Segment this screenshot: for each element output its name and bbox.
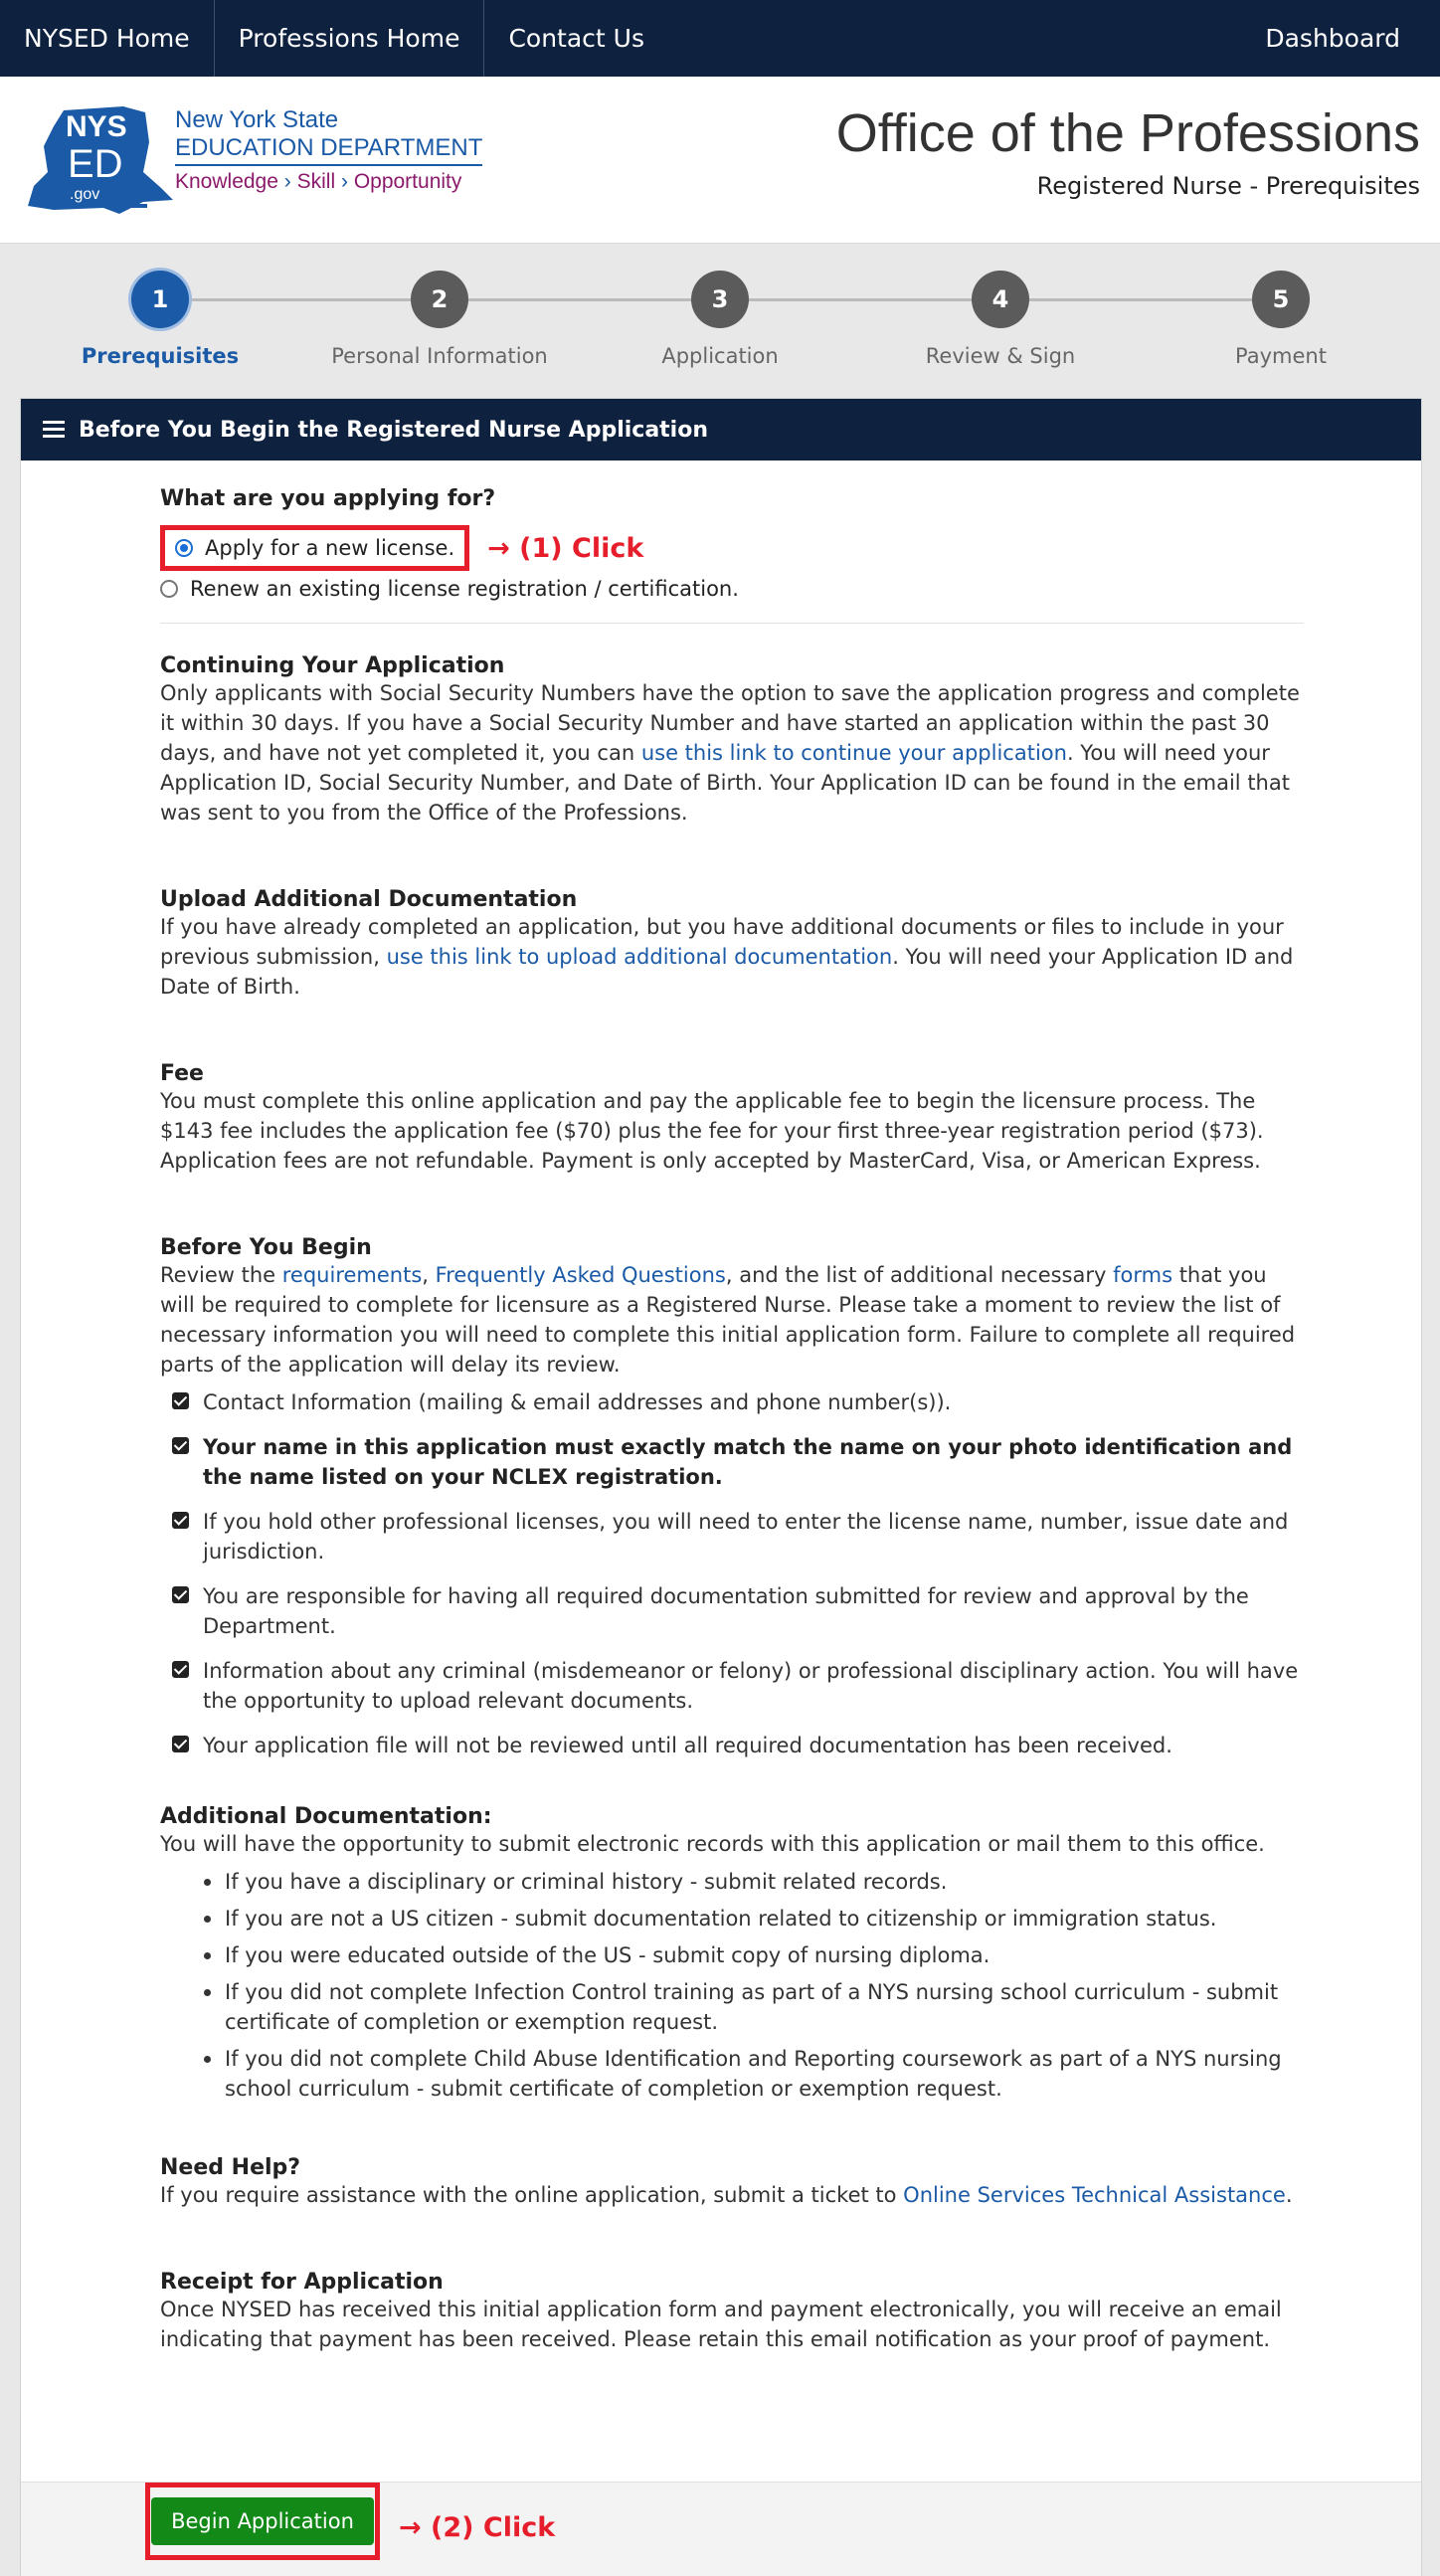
highlight-box bbox=[160, 525, 469, 571]
faq-link[interactable]: Frequently Asked Questions bbox=[435, 1263, 726, 1287]
section-text: Once NYSED has received this initial application form and payment electronically, you will receive an email indicating that payment has been received. Please retain this email notification as your proof of payment. bbox=[160, 2298, 1282, 2351]
option-new-row bbox=[160, 525, 1304, 571]
step-prerequisites bbox=[31, 271, 289, 368]
step-label: Payment bbox=[1235, 344, 1327, 368]
check-icon bbox=[172, 1512, 189, 1529]
divider bbox=[160, 623, 1304, 624]
begin-application-button[interactable]: Begin Application bbox=[151, 2497, 374, 2545]
forms-link[interactable]: forms bbox=[1113, 1263, 1173, 1287]
section-text: If you have already completed an application, but you have additional documents or files to include in your previous submission, use this link to upload additional documentation. You will need your Application ID and Date of Birth. bbox=[160, 915, 1294, 999]
step-label: Application bbox=[661, 344, 779, 368]
checklist bbox=[172, 1387, 1304, 1760]
logo-line1: New York State bbox=[175, 106, 339, 133]
radio-label: Renew an existing license registration / certification. bbox=[190, 577, 739, 601]
step-number: 5 bbox=[1252, 271, 1310, 328]
section-title: Upload Additional Documentation bbox=[160, 887, 578, 912]
step-review-sign bbox=[871, 271, 1130, 368]
logo-text bbox=[175, 106, 482, 194]
check-icon bbox=[172, 1661, 189, 1678]
bullet-list bbox=[204, 1867, 1304, 2104]
section-text: If you require assistance with the online application, submit a ticket to Online Services Technical Assistance. bbox=[160, 2183, 1293, 2207]
radio-button[interactable] bbox=[175, 539, 193, 557]
step-number: 2 bbox=[411, 271, 468, 328]
before-you-begin-section bbox=[160, 1235, 1304, 1760]
logo-line2: EDUCATION DEPARTMENT bbox=[175, 134, 482, 166]
checklist-item: Your application file will not be reviewed until all required documentation has been received. bbox=[172, 1731, 1304, 1760]
logo-mark-bottom: .gov bbox=[70, 186, 100, 203]
annotation-step-2: → (2) Click bbox=[399, 2512, 556, 2543]
section-title: Receipt for Application bbox=[160, 2270, 444, 2295]
list-item: If you have a disciplinary or criminal history - submit related records. bbox=[204, 1867, 1304, 1897]
page-title: Office of the Professions bbox=[835, 103, 1420, 163]
checklist-item: Contact Information (mailing & email addresses and phone number(s)). bbox=[172, 1387, 1304, 1417]
tag-knowledge: Knowledge bbox=[175, 170, 278, 193]
continue-application-link[interactable]: use this link to continue your application bbox=[640, 741, 1067, 765]
check-icon bbox=[172, 1437, 189, 1454]
chevron-right-icon: › bbox=[283, 170, 291, 193]
page-subtitle: Registered Nurse - Prerequisites bbox=[1036, 172, 1420, 200]
check-icon bbox=[172, 1736, 189, 1752]
checklist-item: Information about any criminal (misdemeanor or felony) or professional disciplinary action. You will have the opportunity to upload relevant documents. bbox=[172, 1656, 1304, 1716]
section-title: Before You Begin bbox=[160, 1235, 372, 1260]
checklist-item: Your name in this application must exactly match the name on your photo identification and the name listed on your NCLEX registration. bbox=[172, 1432, 1304, 1492]
prerequisites-panel bbox=[20, 398, 1422, 2576]
section-title: Need Help? bbox=[160, 2155, 301, 2180]
check-icon bbox=[172, 1392, 189, 1409]
nav-contact-us[interactable]: Contact Us bbox=[508, 24, 644, 53]
need-help-section bbox=[160, 2155, 1304, 2210]
technical-assistance-link[interactable]: Online Services Technical Assistance bbox=[903, 2183, 1286, 2207]
site-header bbox=[0, 77, 1440, 244]
step-label: Review & Sign bbox=[925, 344, 1076, 368]
top-nav bbox=[0, 0, 1440, 77]
logo-mark-mid: ED bbox=[68, 142, 123, 186]
radio-button[interactable] bbox=[160, 580, 178, 598]
tag-skill: Skill bbox=[296, 170, 336, 193]
step-application bbox=[591, 271, 849, 368]
requirements-link[interactable]: requirements bbox=[281, 1263, 423, 1287]
step-payment bbox=[1152, 271, 1410, 368]
nav-professions-home[interactable]: Professions Home bbox=[215, 0, 485, 77]
section-text: You must complete this online application and pay the applicable fee to begin the licensure process. The $143 fee includes the application fee ($70) plus the fee for your first three-year registration period ($73). Application fees are not refundable. Payment is only accepted by MasterCard, Visa, or American Express. bbox=[160, 1089, 1264, 1173]
panel-heading: Before You Begin the Registered Nurse Application bbox=[79, 417, 708, 443]
receipt-section bbox=[160, 2270, 1304, 2354]
panel-content bbox=[160, 460, 1304, 2354]
step-number: 1 bbox=[131, 271, 189, 328]
checklist-item: If you hold other professional licenses, you will need to enter the license name, number, issue date and jurisdiction. bbox=[172, 1507, 1304, 1566]
progress-stepper bbox=[0, 271, 1440, 380]
continuing-section bbox=[160, 653, 1304, 828]
step-label: Prerequisites bbox=[81, 344, 240, 368]
panel-header bbox=[21, 399, 1421, 460]
radio-renew-license[interactable] bbox=[160, 577, 1304, 601]
panel-footer bbox=[21, 2482, 1421, 2576]
section-title: Continuing Your Application bbox=[160, 653, 505, 678]
highlight-box bbox=[145, 2483, 380, 2560]
chevron-right-icon: › bbox=[340, 170, 348, 193]
fee-section bbox=[160, 1061, 1304, 1176]
section-text: Review the requirements, Frequently Asked Questions, and the list of additional necessary forms that you will be required to complete for licensure as a Registered Nurse. Please take a moment to review the list of necessary information you will need to complete this initial application form. Failure to complete all required parts of the application will delay its review. bbox=[160, 1263, 1296, 1377]
logo-mark-top: NYS bbox=[66, 110, 127, 143]
step-number: 3 bbox=[691, 271, 749, 328]
nav-dashboard[interactable]: Dashboard bbox=[1265, 24, 1400, 53]
nysed-logo[interactable] bbox=[24, 102, 491, 222]
tag-opportunity: Opportunity bbox=[353, 170, 462, 193]
list-item: If you did not complete Infection Control training as part of a NYS nursing school curriculum - submit certificate of completion or exemption request. bbox=[204, 1977, 1304, 2037]
section-title: Additional Documentation: bbox=[160, 1804, 492, 1829]
list-item: If you did not complete Child Abuse Identification and Reporting coursework as part of a NYS nursing school curriculum - submit certificate of completion or exemption request. bbox=[204, 2044, 1304, 2104]
step-number: 4 bbox=[972, 271, 1029, 328]
section-text: Only applicants with Social Security Numbers have the option to save the application progress and complete it within 30 days. If you have a Social Security Number and have started an application within the past 30 days, and have not yet completed it, you can use this link to continue your application. You will need your Application ID, Social Security Number, and Date of Birth. Your Application ID can be found in the email that was sent to you from the Office of the Professions. bbox=[160, 681, 1300, 825]
additional-documentation-section bbox=[160, 1804, 1304, 2104]
check-icon bbox=[172, 1586, 189, 1603]
application-type-question: What are you applying for? bbox=[160, 486, 496, 511]
list-item: If you were educated outside of the US - submit copy of nursing diploma. bbox=[204, 1940, 1304, 1970]
radio-new-license[interactable] bbox=[175, 536, 454, 560]
upload-documentation-link[interactable]: use this link to upload additional documentation bbox=[386, 945, 893, 969]
section-title: Fee bbox=[160, 1061, 204, 1086]
annotation-step-1: → (1) Click bbox=[487, 532, 644, 564]
list-item: If you are not a US citizen - submit documentation related to citizenship or immigration status. bbox=[204, 1904, 1304, 1933]
list-icon bbox=[43, 421, 65, 439]
section-text: You will have the opportunity to submit electronic records with this application or mail them to this office. bbox=[160, 1832, 1265, 1856]
checklist-item: You are responsible for having all required documentation submitted for review and approval by the Department. bbox=[172, 1581, 1304, 1641]
nav-nysed-home[interactable]: NYSED Home bbox=[0, 0, 215, 77]
step-personal-information bbox=[310, 271, 569, 368]
upload-section bbox=[160, 887, 1304, 1002]
step-label: Personal Information bbox=[331, 344, 548, 368]
radio-label: Apply for a new license. bbox=[205, 536, 455, 560]
logo-tagline bbox=[175, 170, 482, 194]
